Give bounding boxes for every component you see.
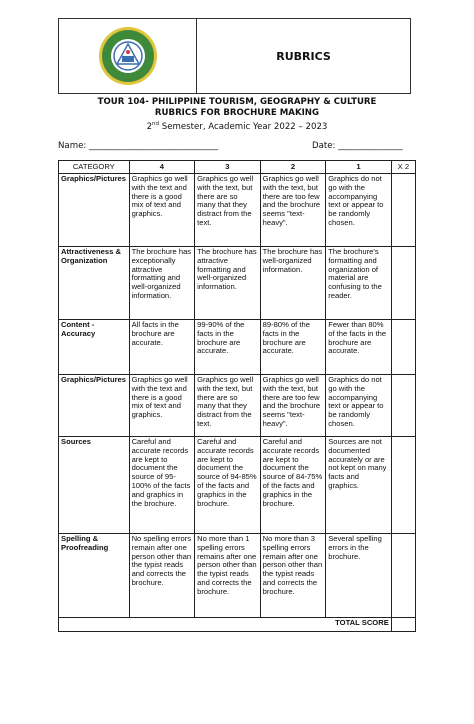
cell-score-2: Careful and accurate records are kept to document the source of 84-75% of the facts and graphics in the brochure. [260, 437, 326, 534]
row-category: Graphics/Pictures [59, 174, 130, 247]
header-box [58, 18, 411, 94]
total-score-label: TOTAL SCORE [59, 618, 392, 632]
course-titles [0, 94, 474, 133]
header-score-3: 3 [195, 161, 261, 174]
course-title: TOUR 104- PHILIPPINE TOURISM, GEOGRAPHY & CULTURE [97, 97, 377, 107]
cell-score-3: 99-90% of the facts in the brochure are accurate. [195, 320, 261, 375]
cell-score-1: The brochure's formatting and organization of material are confusing to the reader. [326, 247, 392, 320]
cell-score-2: 89-80% of the facts in the brochure are accurate. [260, 320, 326, 375]
cell-score-1: Graphics do not go with the accompanying text or appear to be randomly chosen. [326, 174, 392, 247]
cell-score-4: No spelling errors remain after one person other than the typist reads and corrects the brochure. [129, 534, 195, 618]
cell-score-3: The brochure has attractive formatting and well-organized information. [195, 247, 261, 320]
semester-line [0, 119, 474, 133]
cell-score-4: Graphics go well with the text and there is a good mix of text and graphics. [129, 375, 195, 437]
table-row [59, 247, 416, 320]
row-category: Spelling & Proofreading [59, 534, 130, 618]
cell-score-1: Several spelling errors in the brochure. [326, 534, 392, 618]
cell-score-3: Graphics go well with the text, but there are so many that they distract from the text. [195, 375, 261, 437]
cell-score-4: All facts in the brochure are accurate. [129, 320, 195, 375]
table-row [59, 174, 416, 247]
university-seal-logo [98, 26, 158, 86]
cell-score-3: Graphics go well with the text, but there are so many that they distract from the text. [195, 174, 261, 247]
table-row [59, 534, 416, 618]
cell-score-2: Graphics go well with the text, but there are too few and the brochure seems "text-heavy". [260, 174, 326, 247]
semester-number: 2 [146, 121, 153, 132]
header-score-1: 1 [326, 161, 392, 174]
cell-score-2: Graphics go well with the text, but there are too few and the brochure seems "text-heavy". [260, 375, 326, 437]
table-row [59, 437, 416, 534]
cell-score-4: Graphics go well with the text and there is a good mix of text and graphics. [129, 174, 195, 247]
cell-multiplier[interactable] [391, 375, 415, 437]
cell-score-3: No more than 1 spelling errors remains after one person other than the typist reads and corrects the brochure. [195, 534, 261, 618]
name-field[interactable]: Name: ______________________________ [58, 141, 218, 151]
document-subtitle: RUBRICS FOR BROCHURE MAKING [154, 108, 320, 118]
name-date-row [58, 141, 418, 151]
cell-score-4: The brochure has exceptionally attractive formatting and well-organized information. [129, 247, 195, 320]
cell-multiplier[interactable] [391, 247, 415, 320]
total-score-cell[interactable] [391, 618, 415, 632]
cell-score-2: No more than 3 spelling errors remain after one person other than the typist reads and corrects the brochure. [260, 534, 326, 618]
cell-score-1: Fewer than 80% of the facts in the brochure are accurate. [326, 320, 392, 375]
cell-multiplier[interactable] [391, 437, 415, 534]
header-category: CATEGORY [59, 161, 130, 174]
table-row [59, 320, 416, 375]
row-category: Content - Accuracy [59, 320, 130, 375]
cell-score-2: The brochure has well-organized information. [260, 247, 326, 320]
rubric-table [58, 160, 416, 632]
rubrics-title: RUBRICS [276, 49, 331, 63]
semester-text: Semester, Academic Year 2022 – 2023 [159, 121, 328, 132]
cell-score-4: Careful and accurate records are kept to document the source of 95-100% of the facts and graphics in the brochure. [129, 437, 195, 534]
cell-multiplier[interactable] [391, 534, 415, 618]
logo-cell [59, 19, 197, 93]
cell-score-1: Sources are not documented accurately or are not kept on many facts and graphics. [326, 437, 392, 534]
cell-score-1: Graphics do not go with the accompanying text or appear to be randomly chosen. [326, 375, 392, 437]
cell-score-3: Careful and accurate records are kept to document the source of 94-85% of the facts and graphics in the brochure. [195, 437, 261, 534]
cell-multiplier[interactable] [391, 174, 415, 247]
cell-multiplier[interactable] [391, 320, 415, 375]
table-header-row [59, 161, 416, 174]
row-category: Sources [59, 437, 130, 534]
total-row [59, 618, 416, 632]
row-category: Graphics/Pictures [59, 375, 130, 437]
header-multiplier: X 2 [391, 161, 415, 174]
row-category: Attractiveness & Organization [59, 247, 130, 320]
header-score-4: 4 [129, 161, 195, 174]
table-row [59, 375, 416, 437]
date-field[interactable]: Date: _______________ [312, 141, 403, 151]
semester-superscript: nd [152, 121, 160, 127]
header-score-2: 2 [260, 161, 326, 174]
